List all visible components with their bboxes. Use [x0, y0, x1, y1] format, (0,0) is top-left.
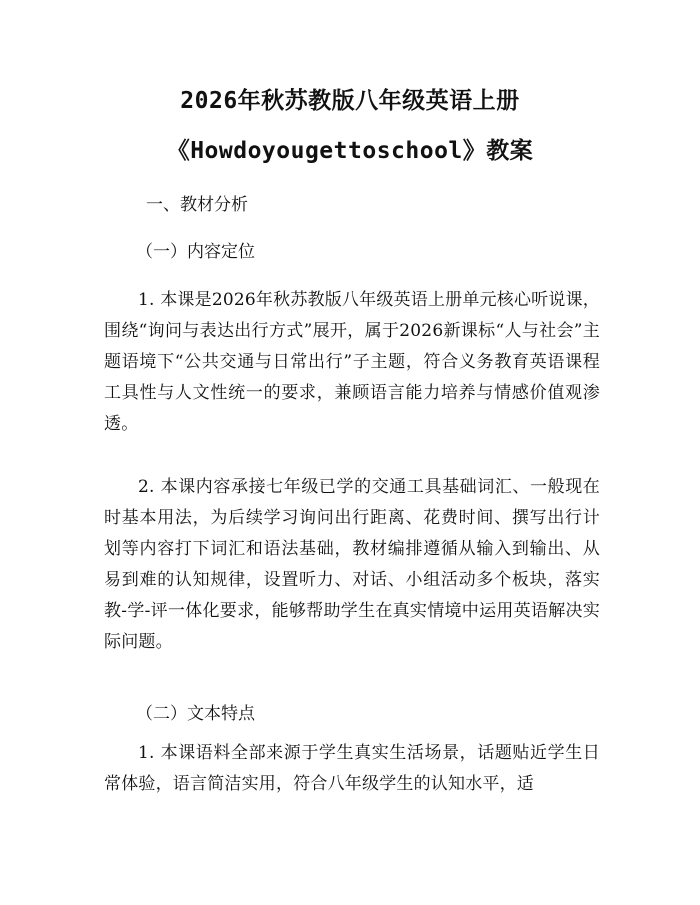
paragraph-content-positioning-2: 2. 本课内容承接七年级已学的交通工具基础词汇、一般现在时基本用法，为后续学习询问出行距离、花费时间、撰写出行计划等内容打下词汇和语法基础，教材编排遵循从输入到输出、从易到难的认知规律，设置听力、对话、小组活动多个板块，落实教-学-评一体化要求，能够帮助学生在真实情境中运用英语解决实际问题。 [104, 477, 600, 652]
document-title-line2: 《Howdoyougettoschool》教案 [166, 138, 534, 164]
paragraph-text-features-1: 1. 本课语料全部来源于学生真实生活场景，话题贴近学生日常体验，语言简洁实用，符合八年级学生的认知水平，适 [104, 743, 600, 794]
paragraph-content-positioning-1: 1. 本课是2026年秋苏教版八年级英语上册单元核心听说课，围绕“询问与表达出行方式”展开，属于2026新课标“人与社会”主题语境下“公共交通与日常出行”子主题，符合义务教育英语课程工具性与人文性统一的要求，兼顾语言能力培养与情感价值观渗透。 [104, 290, 600, 434]
subsection-heading-content-positioning: （一）内容定位 [136, 242, 255, 262]
subsection-heading-text-features: （二）文本特点 [136, 704, 255, 724]
section-heading-textbook-analysis: 一、教材分析 [146, 195, 248, 215]
document-title-line1: 2026年秋苏教版八年级英语上册 [180, 88, 520, 114]
